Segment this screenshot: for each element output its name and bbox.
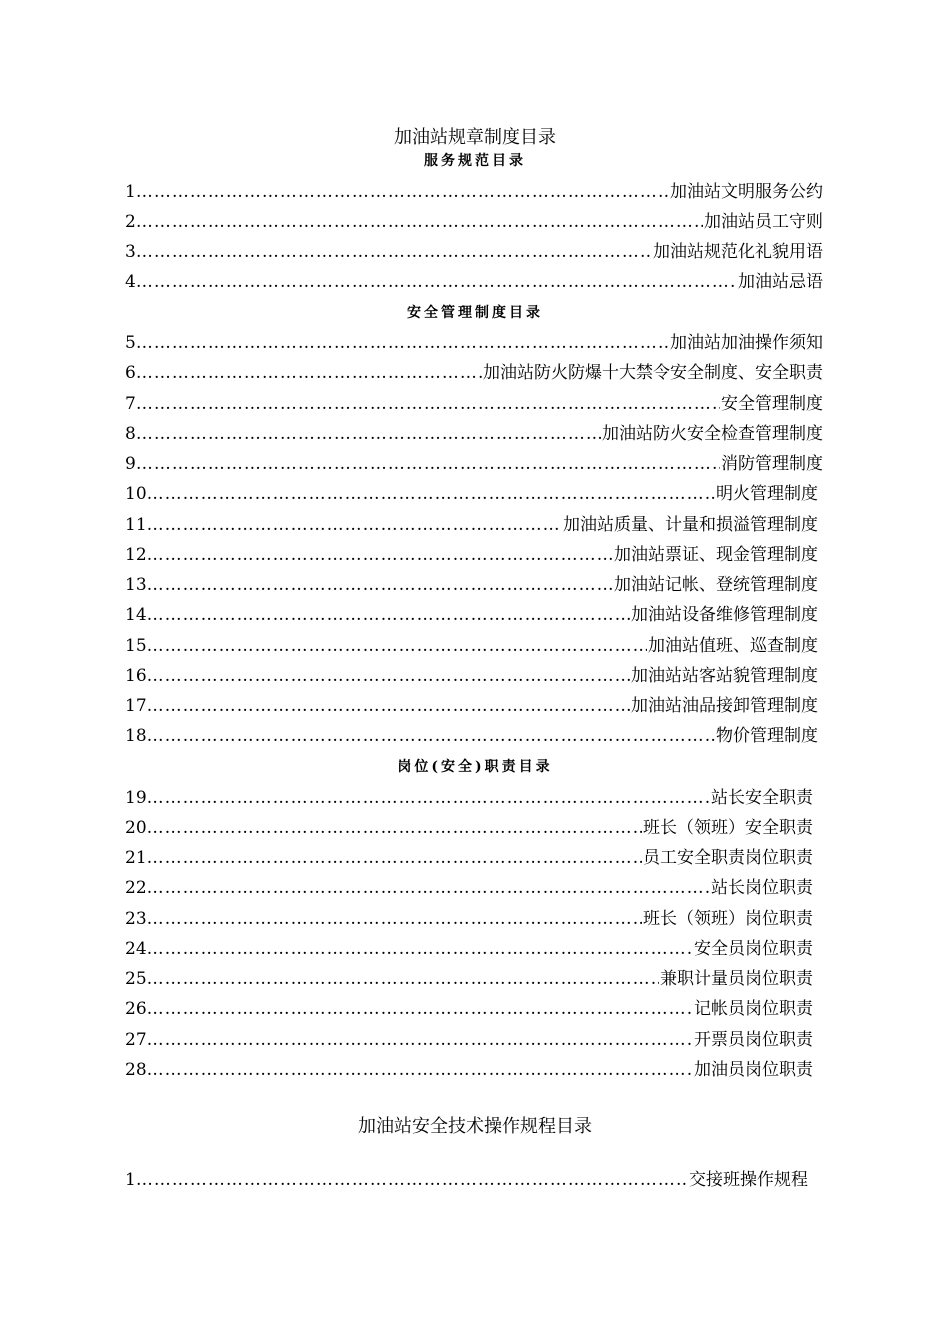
toc-dot-leader bbox=[136, 389, 720, 419]
toc-entry-number: 2 bbox=[125, 212, 136, 232]
toc-dot-leader bbox=[136, 449, 720, 479]
toc-dot-leader bbox=[147, 964, 659, 994]
toc-dot-leader bbox=[147, 631, 647, 661]
toc-entry-title: 加油站文明服务公约 bbox=[670, 182, 823, 202]
toc-entry-number: 1 bbox=[125, 182, 136, 202]
toc-dot-leader bbox=[147, 600, 630, 630]
toc-entry-number: 28 bbox=[125, 1060, 147, 1080]
toc-entry-number: 23 bbox=[125, 909, 147, 929]
toc-entry-number: 27 bbox=[125, 1030, 147, 1050]
toc-entry-title: 站长安全职责 bbox=[711, 788, 813, 808]
toc-entry-number: 10 bbox=[125, 484, 147, 504]
toc-entry[interactable] bbox=[125, 1055, 813, 1085]
toc-dot-leader bbox=[147, 934, 693, 964]
toc-dot-leader bbox=[147, 570, 613, 600]
toc-dot-leader bbox=[147, 1055, 693, 1085]
toc-dot-leader bbox=[136, 237, 652, 267]
toc-entry-number: 11 bbox=[125, 515, 147, 535]
toc-dot-leader bbox=[136, 328, 669, 358]
toc-entry[interactable] bbox=[125, 964, 813, 994]
toc-entry-title: 加油站票证、现金管理制度 bbox=[614, 545, 818, 565]
toc-entry[interactable] bbox=[125, 783, 813, 813]
toc-entry[interactable] bbox=[125, 510, 818, 540]
toc-entry[interactable] bbox=[125, 1025, 813, 1055]
toc-entry-title: 交接班操作规程 bbox=[689, 1170, 808, 1190]
document-title: 加油站规章制度目录 bbox=[394, 127, 556, 148]
toc-entry[interactable] bbox=[125, 691, 818, 721]
toc-entry-title: 员工安全职责岗位职责 bbox=[643, 848, 813, 868]
toc-entry[interactable] bbox=[125, 813, 813, 843]
section-heading-safety: 安全管理制度目录 bbox=[407, 305, 543, 321]
toc-entry[interactable] bbox=[125, 177, 823, 207]
toc-entry-number: 25 bbox=[125, 969, 147, 989]
toc-dot-leader bbox=[147, 721, 715, 751]
second-document-title: 加油站安全技术操作规程目录 bbox=[358, 1116, 592, 1137]
toc-entry[interactable] bbox=[125, 267, 823, 297]
toc-entry-number: 19 bbox=[125, 788, 147, 808]
toc-entry-number: 17 bbox=[125, 696, 147, 716]
toc-dot-leader bbox=[147, 1025, 693, 1055]
toc-entry[interactable] bbox=[125, 358, 823, 388]
toc-dot-leader bbox=[147, 540, 613, 570]
toc-entry-number: 22 bbox=[125, 878, 147, 898]
toc-entry-number: 13 bbox=[125, 575, 147, 595]
toc-entry-number: 21 bbox=[125, 848, 147, 868]
toc-dot-leader bbox=[147, 691, 630, 721]
toc-entry[interactable] bbox=[125, 1165, 808, 1195]
toc-entry-title: 加油站值班、巡查制度 bbox=[648, 636, 818, 656]
toc-entry[interactable] bbox=[125, 994, 813, 1024]
toc-entry-title: 记帐员岗位职责 bbox=[694, 999, 813, 1019]
toc-entry-title: 加油站规范化礼貌用语 bbox=[653, 242, 823, 262]
toc-entry-number: 15 bbox=[125, 636, 147, 656]
toc-entry-title: 消防管理制度 bbox=[721, 454, 823, 474]
toc-entry-number: 1 bbox=[125, 1170, 136, 1190]
toc-entry-number: 7 bbox=[125, 394, 136, 414]
toc-dot-leader bbox=[147, 661, 630, 691]
toc-entry-title: 安全员岗位职责 bbox=[694, 939, 813, 959]
toc-entry[interactable] bbox=[125, 570, 818, 600]
toc-entry[interactable] bbox=[125, 389, 823, 419]
toc-dot-leader bbox=[147, 904, 642, 934]
toc-entry-number: 18 bbox=[125, 726, 147, 746]
toc-entry[interactable] bbox=[125, 419, 823, 449]
toc-entry[interactable] bbox=[125, 904, 813, 934]
toc-entry[interactable] bbox=[125, 843, 813, 873]
toc-dot-leader bbox=[136, 1165, 688, 1195]
toc-entry-number: 20 bbox=[125, 818, 147, 838]
toc-entry-number: 5 bbox=[125, 333, 136, 353]
toc-entry-number: 9 bbox=[125, 454, 136, 474]
toc-entry-title: 安全管理制度 bbox=[721, 394, 823, 414]
toc-entry-title: 站长岗位职责 bbox=[711, 878, 813, 898]
toc-dot-leader bbox=[147, 873, 710, 903]
toc-entry-title: 加油站记帐、登统管理制度 bbox=[614, 575, 818, 595]
section-heading-duties: 岗位(安全)职责目录 bbox=[397, 759, 553, 775]
toc-entry[interactable] bbox=[125, 449, 823, 479]
toc-dot-leader bbox=[136, 177, 669, 207]
toc-entry-title: 开票员岗位职责 bbox=[694, 1030, 813, 1050]
toc-entry[interactable] bbox=[125, 721, 818, 751]
toc-dot-leader bbox=[147, 479, 715, 509]
toc-entry[interactable] bbox=[125, 479, 818, 509]
toc-dot-leader bbox=[136, 207, 703, 237]
toc-entry-number: 14 bbox=[125, 605, 147, 625]
toc-entry[interactable] bbox=[125, 873, 813, 903]
toc-entry-title: 加油站站客站貌管理制度 bbox=[631, 666, 818, 686]
toc-entry[interactable] bbox=[125, 934, 813, 964]
toc-entry[interactable] bbox=[125, 631, 818, 661]
toc-entry-title: 加油站加油操作须知 bbox=[670, 333, 823, 353]
toc-dot-leader bbox=[136, 419, 601, 449]
toc-entry-title: 加油站油品接卸管理制度 bbox=[631, 696, 818, 716]
toc-entry-number: 8 bbox=[125, 424, 136, 444]
toc-entry[interactable] bbox=[125, 540, 818, 570]
toc-entry-title: 加油站设备维修管理制度 bbox=[631, 605, 818, 625]
toc-dot-leader bbox=[147, 510, 562, 540]
toc-entry-title: 加油站员工守则 bbox=[704, 212, 823, 232]
toc-entry-title: 加油站防火防爆十大禁令安全制度、安全职责 bbox=[483, 363, 823, 383]
toc-entry-number: 26 bbox=[125, 999, 147, 1019]
toc-entry-number: 6 bbox=[125, 363, 136, 383]
toc-entry-title: 加油员岗位职责 bbox=[694, 1060, 813, 1080]
toc-dot-leader bbox=[147, 813, 642, 843]
toc-entry[interactable] bbox=[125, 207, 823, 237]
toc-entry[interactable] bbox=[125, 600, 818, 630]
toc-entry-title: 班长（领班）安全职责 bbox=[643, 818, 813, 838]
toc-entry-number: 16 bbox=[125, 666, 147, 686]
toc-entry-number: 3 bbox=[125, 242, 136, 262]
toc-entry-title: 兼职计量员岗位职责 bbox=[660, 969, 813, 989]
toc-entry[interactable] bbox=[125, 237, 823, 267]
toc-dot-leader bbox=[147, 783, 710, 813]
toc-entry-number: 12 bbox=[125, 545, 147, 565]
toc-entry[interactable] bbox=[125, 661, 818, 691]
toc-entry-number: 4 bbox=[125, 272, 136, 292]
toc-entry-number: 24 bbox=[125, 939, 147, 959]
toc-entry[interactable] bbox=[125, 328, 823, 358]
toc-entry-title: 明火管理制度 bbox=[716, 484, 818, 504]
toc-dot-leader bbox=[147, 843, 642, 873]
toc-dot-leader bbox=[147, 994, 693, 1024]
toc-entry-title: 加油站质量、计量和损溢管理制度 bbox=[563, 515, 818, 535]
toc-entry-title: 加油站忌语 bbox=[738, 272, 823, 292]
toc-entry-title: 加油站防火安全检查管理制度 bbox=[602, 424, 823, 444]
toc-dot-leader bbox=[136, 267, 737, 297]
section-heading-service: 服务规范目录 bbox=[424, 153, 526, 169]
toc-entry-title: 班长（领班）岗位职责 bbox=[643, 909, 813, 929]
toc-dot-leader bbox=[136, 358, 482, 388]
toc-entry-title: 物价管理制度 bbox=[716, 726, 818, 746]
